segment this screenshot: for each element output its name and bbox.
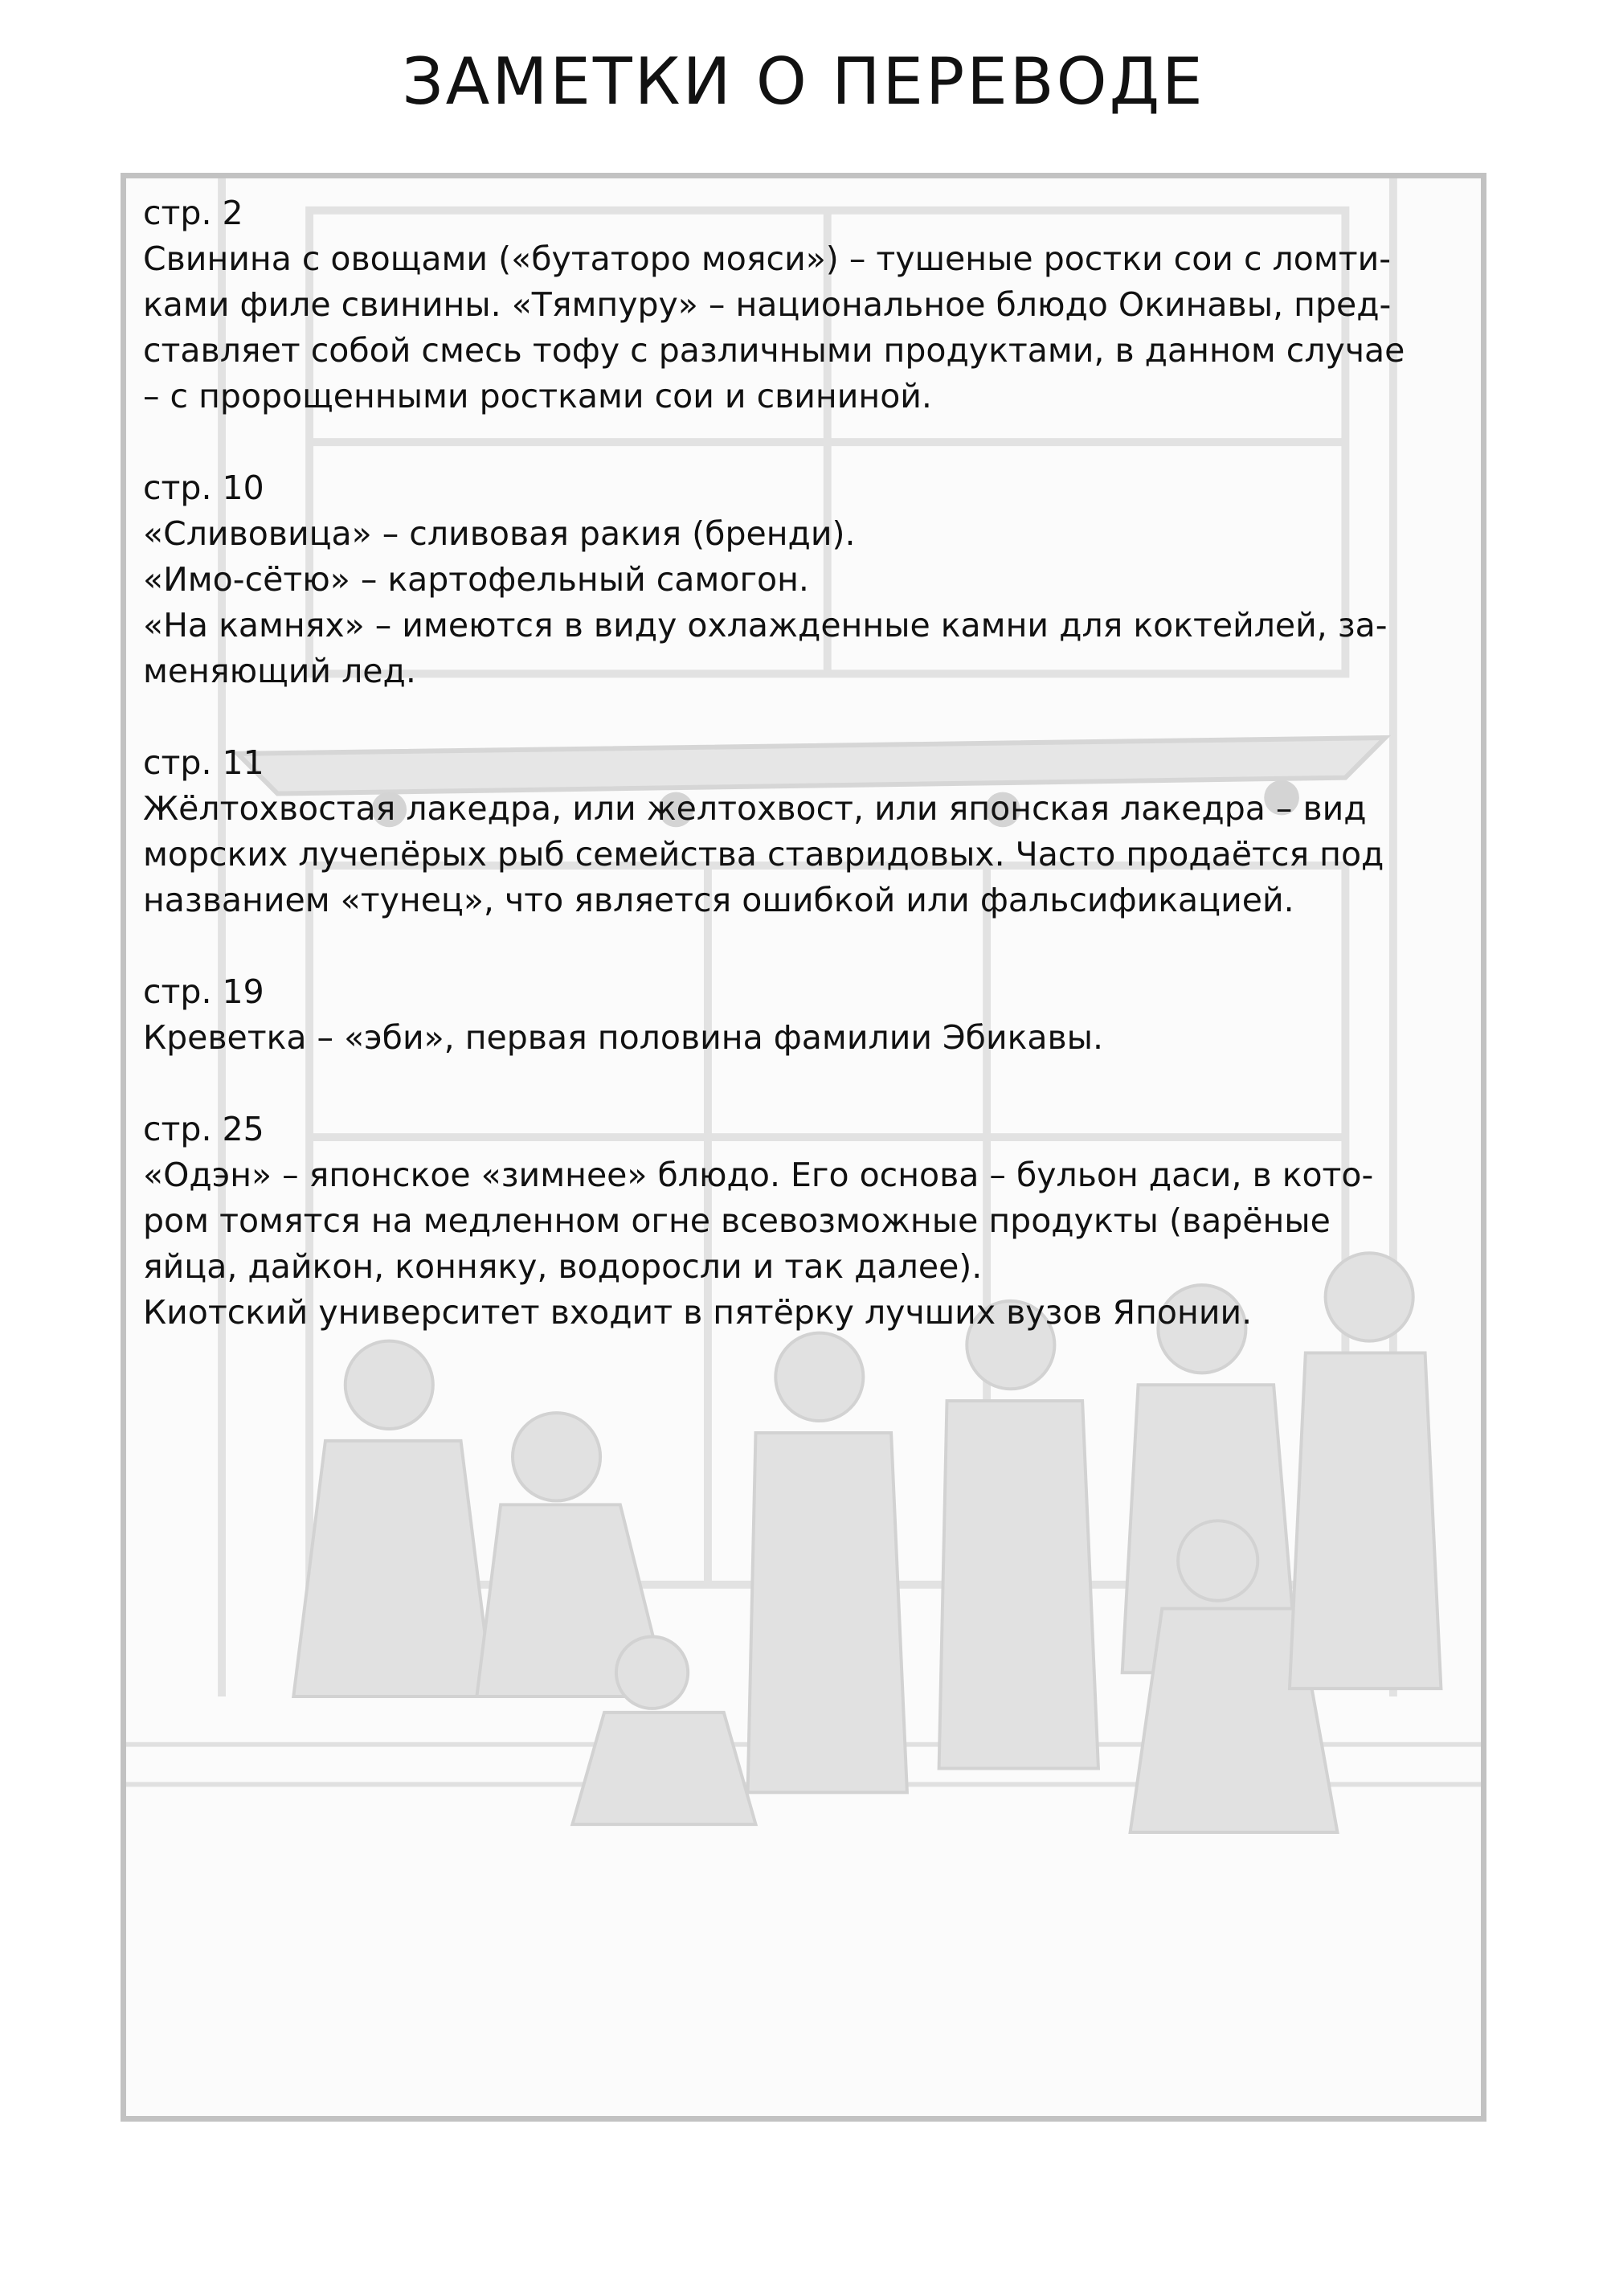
note-text-line: Жёлтохвостая лакедра, или желтохвост, или японская лакедра – вид [143, 789, 1367, 828]
note-text-line: «Сливовица» – сливовая ракия (бренди). [143, 514, 856, 553]
note-text-line: яйца, дайкон, конняку, водоросли и так далее). [143, 1247, 983, 1286]
translation-notes [143, 190, 1437, 1381]
note-page-ref: стр. 11 [143, 743, 264, 782]
note-text-line: Киотский университет входит в пятёрку лучших вузов Японии. [143, 1293, 1253, 1332]
note-text-line: меняющий лед. [143, 652, 416, 690]
note-block [143, 969, 1437, 1061]
note-page-ref: стр. 25 [143, 1110, 264, 1148]
note-page-ref: стр. 10 [143, 469, 264, 507]
note-block [143, 740, 1437, 923]
note-block [143, 190, 1437, 420]
page-title: ЗАМЕТКИ О ПЕРЕВОДЕ [402, 44, 1205, 119]
note-text-line: «На камнях» – имеются в виду охлажденные камни для коктейлей, за- [143, 606, 1388, 645]
note-text-line: ром томятся на медленном огне всевозможные продукты (варёные [143, 1201, 1331, 1240]
note-text-line: «Одэн» – японское «зимнее» блюдо. Его основа – бульон даси, в кото- [143, 1156, 1374, 1194]
note-block [143, 465, 1437, 694]
note-text-line: названием «тунец», что является ошибкой или фальсификацией. [143, 881, 1294, 919]
note-block [143, 1107, 1437, 1336]
note-text-line: Креветка – «эби», первая половина фамилии Эбикавы. [143, 1018, 1104, 1057]
note-text-line: «Имо-сётю» – картофельный самогон. [143, 560, 809, 599]
note-text-line: Свинина с овощами («бутаторо мояси») – тушеные ростки сои с ломти- [143, 239, 1392, 278]
note-text-line: – с пророщенными ростками сои и свининой. [143, 377, 932, 415]
note-text-line: ками филе свинины. «Тямпуру» – национальное блюдо Окинавы, пред- [143, 285, 1392, 324]
note-page-ref: стр. 19 [143, 972, 264, 1011]
note-text-line: ставляет собой смесь тофу с различными продуктами, в данном случае [143, 331, 1405, 370]
note-text-line: морских лучепёрых рыб семейства ставридовых. Часто продаётся под [143, 835, 1384, 874]
note-page-ref: стр. 2 [143, 194, 243, 232]
